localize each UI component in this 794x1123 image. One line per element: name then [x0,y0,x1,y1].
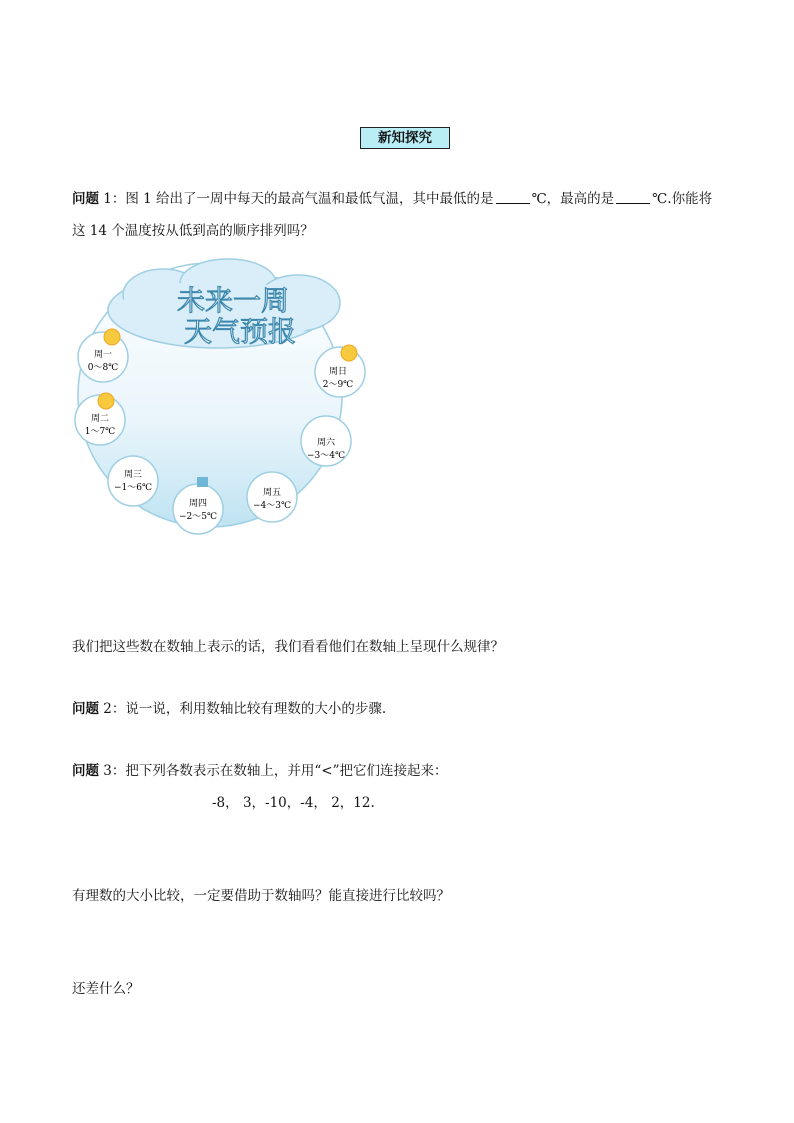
question-3-text: 把下列各数表示在数轴上，并用“<”把它们连接起来： [125,763,448,779]
question-3 [72,759,448,779]
temperature-range: −3～4℃ [306,451,346,461]
answer-blank-lowest[interactable] [496,191,530,204]
question-1-unit-a: ℃，最高的是 [531,191,615,207]
day-label: 周六 [316,438,336,448]
day-label: 周四 [188,499,208,509]
snow-icon [197,477,208,487]
sun-icon [104,329,120,345]
question-2-number: 2： [99,701,126,717]
question-1-label: 问题 [72,191,99,207]
weather-forecast-illustration [68,255,368,535]
question-1-unit-b: ℃.你能将 [652,191,713,207]
temperature-range: −4～3℃ [252,501,292,511]
day-bubble-saturday [301,416,351,466]
question-1-text: 图 1 给出了一周中每天的最高气温和最低气温，其中最低的是 [125,191,494,207]
day-label: 周二 [90,414,110,424]
question-1-line-1 [72,187,712,207]
banner-title-line-2: 天气预报 [183,315,297,348]
day-label: 周日 [328,367,348,377]
question-2-text: 说一说，利用数轴比较有理数的大小的步骤. [125,701,387,717]
temperature-range: 2～9℃ [322,380,354,390]
section-title: 新知探究 [360,127,450,149]
day-label: 周三 [123,470,143,480]
answer-blank-highest[interactable] [616,191,650,204]
temperature-range: −1～6℃ [113,483,153,493]
question-3-label: 问题 [72,763,99,779]
day-bubble-friday [247,472,297,522]
sun-icon [98,393,114,409]
paragraph-compare: 有理数的大小比较，一定要借助于数轴吗？能直接进行比较吗？ [72,888,450,904]
sun-icon [341,345,357,361]
question-1-line-2: 这 14 个温度按从低到高的顺序排列吗？ [72,223,314,239]
banner-title-line-1: 未来一周 [176,284,290,317]
temperature-range: 1～7℃ [84,427,116,437]
question-3-number: 3： [99,763,126,779]
day-bubble-wednesday [108,456,158,506]
paragraph-number-line: 我们把这些数在数轴上表示的话，我们看看他们在数轴上呈现什么规律？ [72,639,504,655]
question-2 [72,697,386,717]
temperature-range: 0～8℃ [87,363,119,373]
paragraph-what-missing: 还差什么？ [72,981,140,997]
day-label: 周一 [93,350,113,360]
question-2-label: 问题 [72,701,99,717]
weather-forecast-figure [68,255,368,535]
number-list: -8， 3，-10，-4， 2，12. [212,795,375,811]
question-1-number: 1： [99,191,126,207]
day-label: 周五 [262,488,282,498]
temperature-range: −2～5℃ [178,512,218,522]
